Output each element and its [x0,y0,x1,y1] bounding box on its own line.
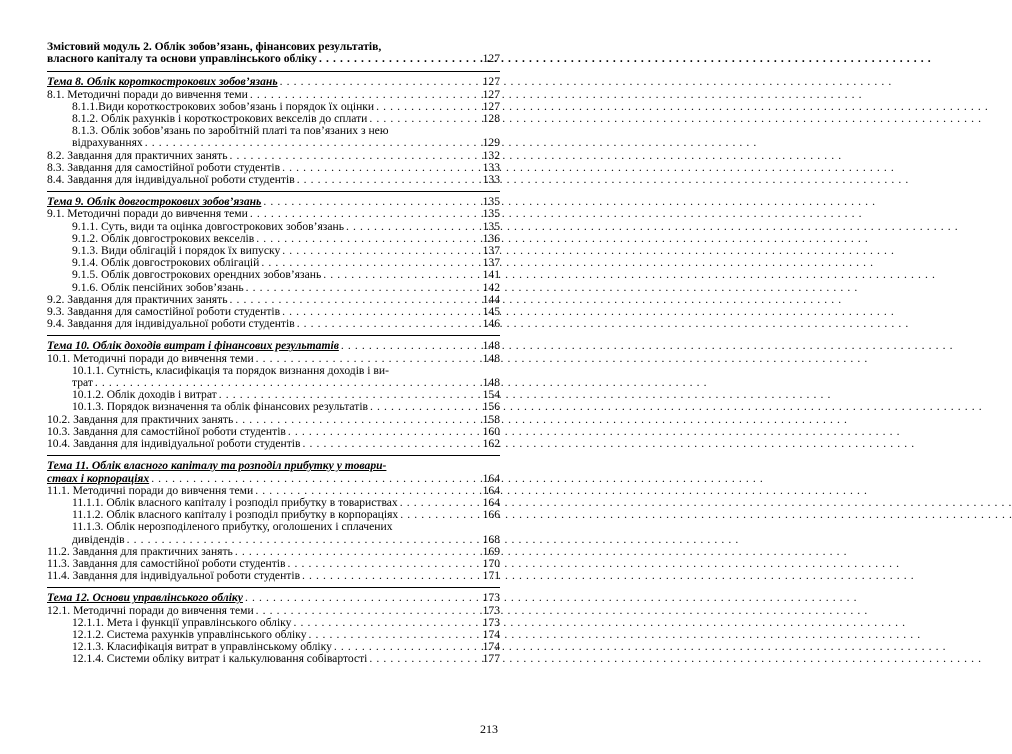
section-divider [47,191,500,192]
page-number: 127 [482,52,500,66]
toc-entry[interactable]: 8.3. Завдання для самостійної роботи студентів . . . 133 [47,162,500,174]
toc-entry[interactable]: 12.1.1. Мета і функції управлінського обліку . . . 173 [47,617,500,629]
toc-entry-continued[interactable]: трат . . . 148 [47,377,500,389]
page-number: 133 [482,173,500,187]
leader-dots [323,269,476,281]
toc-entry[interactable]: 8.1. Методичні поради до вивчення теми . . . 127 [47,89,500,101]
page-number: 171 [482,569,500,583]
page-number: 164 [482,471,500,485]
toc-entry[interactable]: 8.4. Завдання для індивідуальної роботи студентів . . . 133 [47,174,500,186]
leader-dots [145,137,476,149]
toc-entry[interactable]: 9.4. Завдання для індивідуальної роботи студентів . . . 146 [47,318,500,330]
page-number: 164 [482,483,500,497]
page-number: 168 [482,532,500,546]
section-divider [47,71,500,72]
topic-12-heading[interactable]: Тема 12. Основи управлінського обліку . . . 173 [47,592,500,604]
section-divider [47,335,500,336]
page-number: 174 [482,640,500,654]
topic-11-heading-line1[interactable]: Тема 11. Облік власного капіталу та розподіл прибутку у товари- [47,459,387,473]
leader-dots [341,340,476,352]
page-number: 137 [482,244,500,258]
toc-entry[interactable]: 10.1. Методичні поради до вивчення теми . . . 148 [47,353,500,365]
page-number: 166 [482,508,500,522]
page-number: 127 [482,75,500,89]
toc-entry[interactable]: 8.1.3. Облік зобов’язань по заробітній платі та пов’язаних з нею [72,124,389,138]
page-number: 154 [482,388,500,402]
leader-dots [151,473,476,485]
leader-dots [256,605,476,617]
topic-8-heading[interactable]: Тема 8. Облік короткострокових зобов’язань . . . 127 [47,76,500,88]
toc-entry[interactable]: 12.1.3. Класифікація витрат в управлінському обліку . . . 174 [47,641,500,653]
page-number: 129 [482,136,500,150]
toc-entry[interactable]: 10.4. Завдання для індивідуальної роботи студентів . . . 162 [47,438,500,450]
module-heading-line1: Змістовий модуль 2. Облік зобов’язань, фінансових результатів, [47,40,382,53]
leader-dots [369,653,476,665]
toc-entry[interactable]: 9.1.5. Облік довгострокових орендних зобов’язань . . . 141 [47,269,500,281]
page-number: 127 [482,87,500,101]
page-number: 132 [482,148,500,162]
toc-entry[interactable]: 12.1.2. Система рахунків управлінського обліку . . . 174 [47,629,500,641]
toc-entry-continued[interactable]: відрахуваннях . . . 129 [47,137,500,149]
page-number: 141 [482,268,500,282]
page-number: 158 [482,412,500,426]
page-number: 169 [482,544,500,558]
page-number: 148 [482,339,500,353]
page-number: 148 [482,376,500,390]
page-number: 135 [482,195,500,209]
toc-entry[interactable]: 11.1. Методичні поради до вивчення теми . . . 164 [47,485,500,497]
toc-entry[interactable]: 11.3. Завдання для самостійної роботи студентів . . . 170 [47,558,500,570]
leader-dots [319,53,476,65]
leader-dots [280,76,476,88]
page-number: 174 [482,627,500,641]
page-number: 177 [482,652,500,666]
toc-entry[interactable]: 9.1.1. Суть, види та оцінка довгострокових зобов’язань . . . 135 [47,221,500,233]
toc-entry[interactable]: 9.3. Завдання для самостійної роботи студентів . . . 145 [47,306,500,318]
leader-dots [127,534,476,546]
toc-entry[interactable]: 9.1.4. Облік довгострокових облігацій . . . 137 [47,257,500,269]
page-number: 156 [482,400,500,414]
page-number: 164 [482,495,500,509]
toc-entry[interactable]: 11.4. Завдання для індивідуальної роботи студентів . . . 171 [47,570,500,582]
toc-entry[interactable]: 9.1. Методичні поради до вивчення теми . . . 135 [47,208,500,220]
page-number: 137 [482,256,500,270]
page-number: 135 [482,219,500,233]
page-number: 170 [482,556,500,570]
section-divider [47,587,500,588]
leader-dots [346,221,476,233]
page-number: 173 [482,603,500,617]
leader-dots [250,208,476,220]
toc-entry[interactable]: 11.1.3. Облік нерозподіленого прибутку, оголошених і сплачених [72,520,393,534]
page-number: 148 [482,351,500,365]
page-number: 162 [482,437,500,451]
leader-dots [400,509,476,521]
leader-dots [370,401,476,413]
leader-dots [297,318,476,330]
toc-entry[interactable]: 12.1.4. Системи обліку витрат і калькулювання собівартості . . . 177 [47,653,500,665]
page-number: 135 [482,207,500,221]
table-of-contents [47,41,500,666]
toc-entry[interactable]: 10.1.3. Порядок визначення та облік фінансових результатів . . . 156 [47,401,500,413]
page-number: 145 [482,305,500,319]
toc-entry[interactable]: 9.2. Завдання для практичних занять . . . 144 [47,294,500,306]
page-number: 173 [482,615,500,629]
page-number: 128 [482,112,500,126]
page-number: 136 [482,231,500,245]
leader-dots [245,592,476,604]
topic-9-heading[interactable]: Тема 9. Облік довгострокових зобов’язань . . . 135 [47,196,500,208]
toc-entry[interactable]: 11.1.2. Облік власного капіталу і розподіл прибутку в корпораціях . . . 166 [47,509,500,521]
leader-dots [297,174,476,186]
toc-entry[interactable]: 10.3. Завдання для самостійної роботи студентів . . . 160 [47,426,500,438]
page-folio-number: 213 [480,722,498,736]
page-number: 133 [482,160,500,174]
page-number: 142 [482,280,500,294]
toc-entry[interactable]: 10.1.2. Облік доходів і витрат . . . 154 [47,389,500,401]
toc-entry[interactable]: 11.2. Завдання для практичних занять . . . 169 [47,546,500,558]
page-number: 144 [482,292,500,306]
toc-entry[interactable]: 10.1.1. Сутність, класифікація та порядок визнання доходів і ви- [72,363,389,377]
section-divider [47,455,500,456]
toc-entry[interactable]: 12.1. Методичні поради до вивчення теми . . . 173 [47,605,500,617]
toc-entry[interactable]: 8.1.1.Види короткострокових зобов’язань і порядок їх оцінки . . . 127 [47,101,500,113]
toc-entry[interactable]: 9.1.2. Облік довгострокових векселів . . . 136 [47,233,500,245]
toc-entry[interactable]: 9.1.3. Види облігацій і порядок їх випуску . . . 137 [47,245,500,257]
page-number: 173 [482,591,500,605]
toc-entry-continued[interactable]: дивідендів . . . 168 [47,534,500,546]
toc-entry[interactable]: 8.2. Завдання для практичних занять . . . 132 [47,150,500,162]
toc-entry[interactable]: 9.1.6. Облік пенсійних зобов’язань . . . 142 [47,282,500,294]
leader-dots [250,89,476,101]
toc-entry[interactable]: 11.1.1. Облік власного капіталу і розподіл прибутку в товариствах . . . 164 [47,497,500,509]
module-heading-line2[interactable]: власного капіталу та основи управлінського обліку . . . 127 [47,53,500,65]
topic-11-heading-line2[interactable]: ствах і корпораціях . . . 164 [47,473,500,485]
topic-10-heading[interactable]: Тема 10. Облік доходів витрат і фінансових результатів . . . 148 [47,340,500,352]
page-number: 127 [482,99,500,113]
toc-entry[interactable]: 8.1.2. Облік рахунків і короткострокових векселів до сплати . . . 128 [47,113,500,125]
leader-dots [229,150,476,162]
leader-dots [302,438,476,450]
leader-dots [302,570,476,582]
page-number: 160 [482,424,500,438]
page-number: 146 [482,317,500,331]
toc-entry[interactable]: 10.2. Завдання для практичних занять . . . 158 [47,414,500,426]
